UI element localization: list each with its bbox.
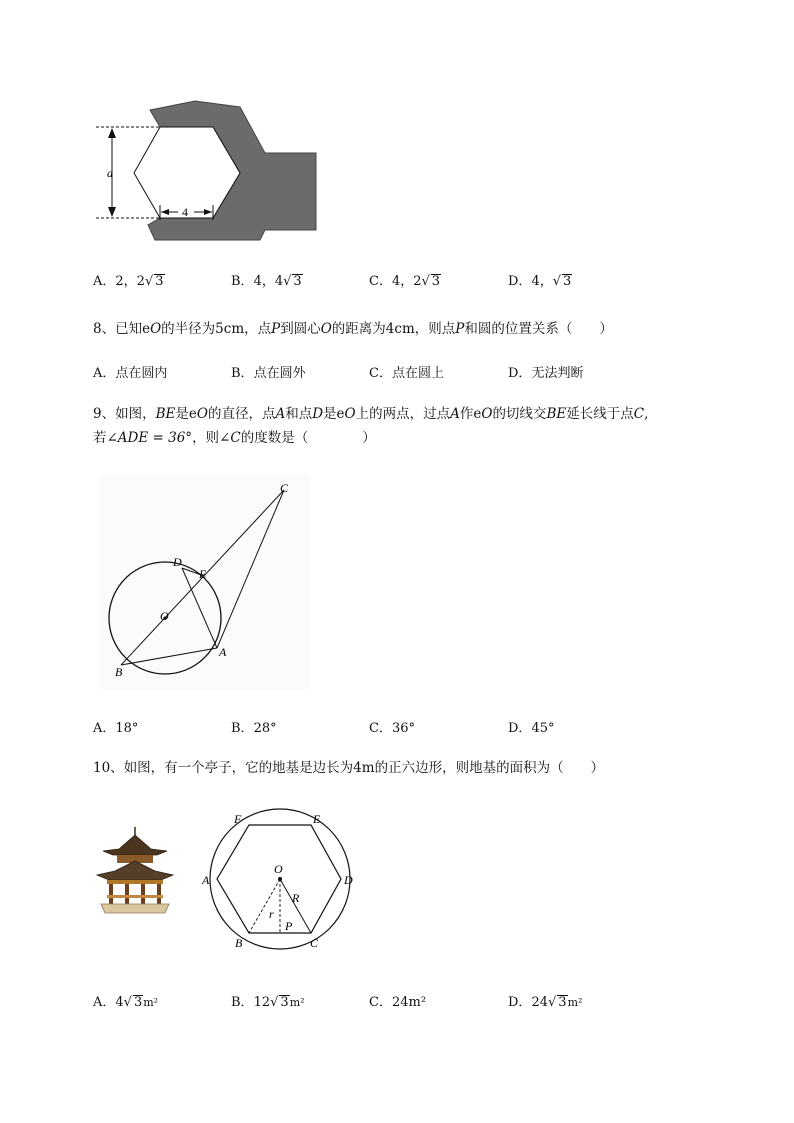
q10-stem: 10、如图，有一个亭子，它的地基是边长为4m的正六边形，则地基的面积为（ ） — [93, 760, 605, 776]
q9-stem-line2: 若∠ADE = 36°，则∠C的度数是（ ） — [93, 430, 376, 446]
q8-stem: 8、已知eO的半径为5cm，点P到圆心O的距离为4cm，则点P和圆的位置关系（ ） — [93, 321, 613, 337]
q7-option-b: B．4，4√ 3 — [231, 274, 302, 289]
q10-option-c: C．24m² — [369, 995, 427, 1010]
q9-stem-line1: 9、如图，BE是eO的直径，点A和点D是eO上的两点，过点A作eO的切线交BE延长线于点C, — [93, 406, 649, 422]
label-r-upper: R — [292, 891, 300, 905]
hexagon-circle-figure — [195, 805, 365, 955]
label-d: D — [344, 873, 353, 887]
label-o: O — [160, 609, 169, 623]
q9-option-b: B．28° — [231, 721, 277, 736]
q8-option-d: D．无法判断 — [508, 366, 584, 381]
label-o: O — [274, 862, 283, 876]
label-b: B — [235, 936, 243, 950]
pavilion-illustration — [95, 825, 175, 917]
q10-option-a: A．4√ 3m² — [93, 995, 159, 1010]
label-b: B — [115, 665, 123, 679]
label-e: E — [199, 567, 207, 581]
circle-tangent-figure — [100, 475, 310, 690]
label-e: E — [313, 812, 321, 826]
q8-option-a: A．点在圆内 — [93, 366, 168, 381]
label-a: A — [219, 645, 227, 659]
label-c: C — [310, 936, 319, 950]
label-r-lower: r — [269, 907, 274, 921]
q7-option-c: C．4，2√ 3 — [369, 274, 441, 289]
q9-option-c: C．36° — [369, 721, 415, 736]
q7-option-a: A．2，2√ 3 — [93, 274, 164, 289]
label-f: F — [234, 812, 242, 826]
q8-option-b: B．点在圆外 — [231, 366, 306, 381]
label-p: P — [285, 919, 293, 933]
q9-option-a: A．18° — [93, 721, 139, 736]
label-4: 4 — [182, 205, 188, 219]
q7-option-d: D．4，√ 3 — [508, 274, 572, 289]
label-a: a — [107, 166, 113, 180]
label-c: C — [280, 481, 289, 495]
wrench-figure — [90, 95, 330, 245]
q10-option-b: B．12√ 3m² — [231, 995, 305, 1010]
q8-option-c: C．点在圆上 — [369, 366, 444, 381]
q9-option-d: D．45° — [508, 721, 555, 736]
q10-option-d: D．24√ 3m² — [508, 995, 583, 1010]
label-a: A — [202, 873, 210, 887]
label-d: D — [173, 555, 182, 569]
